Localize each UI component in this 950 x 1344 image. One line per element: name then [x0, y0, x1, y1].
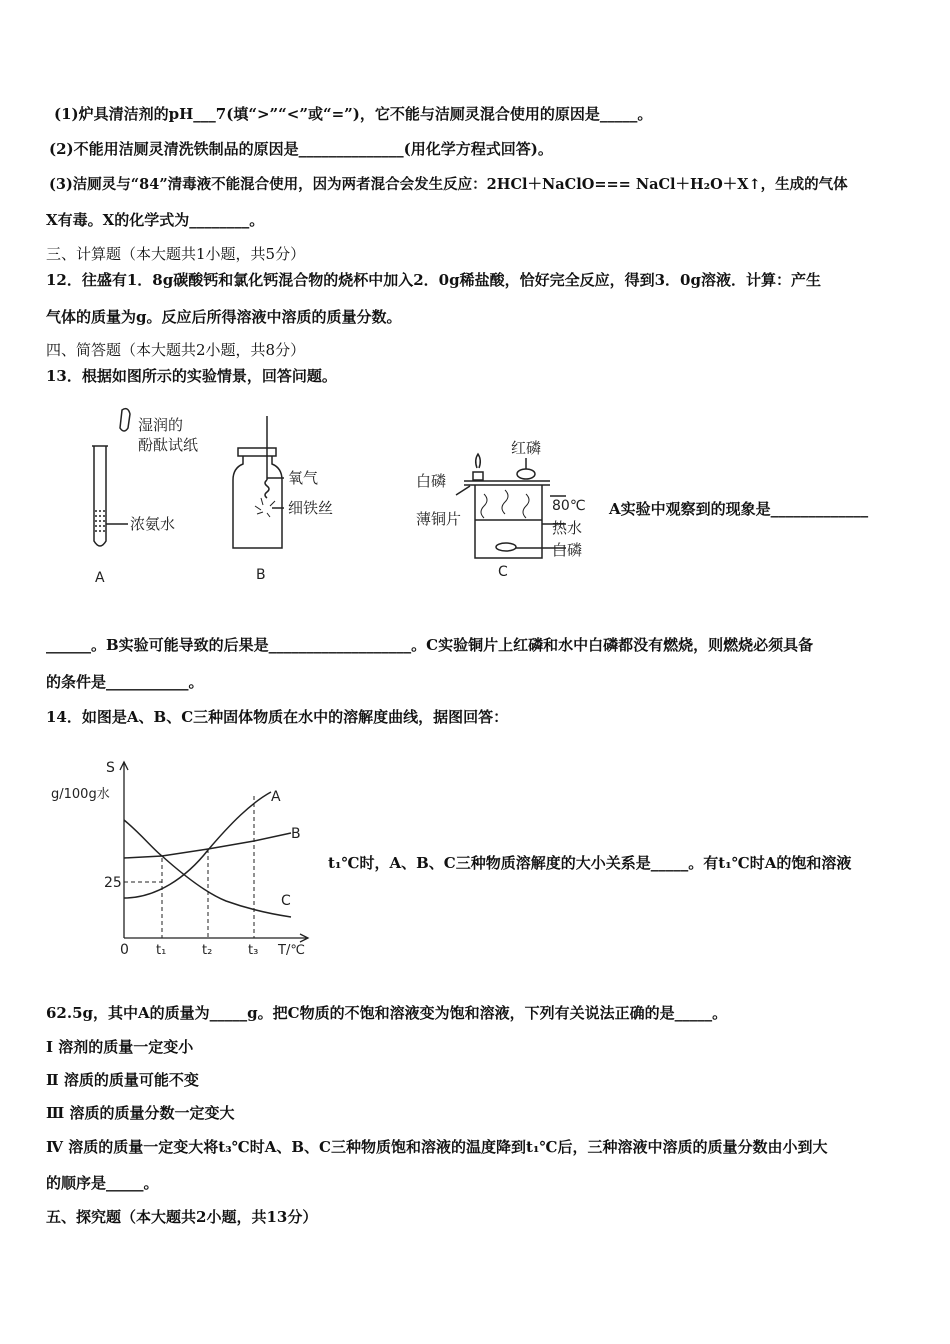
label-white-phosphorus-bottom: 白磷	[552, 541, 583, 559]
q11-part2: (2)不能用洁厕灵清洗铁制品的原因是______________(用化学方程式回答)。	[49, 140, 553, 158]
q13-side-text: A实验中观察到的现象是_____________	[609, 500, 869, 518]
q11-part3-cont: X有毒。X的化学式为________。	[46, 211, 265, 229]
q11-part1: (1)炉具清洁剂的pH___7(填“>”“<”或“=”)，它不能与洁厕灵混合使用的原因是_____。	[54, 105, 653, 123]
label-red-phosphorus: 红磷	[511, 439, 542, 457]
chart-xtick-t2: t₂	[202, 943, 213, 958]
chart-xlabel: T/℃	[278, 943, 305, 958]
option-1: Ⅰ 溶剂的质量一定变小	[46, 1038, 194, 1056]
q12: 12．往盛有1．8g碳酸钙和氯化钙混合物的烧杯中加入2．0g稀盐酸，恰好完全反应，得到3．0g溶液．计算：产生	[46, 271, 821, 289]
label-hot-water: 热水	[552, 519, 583, 537]
q12-cont: 气体的质量为g。反应后所得溶液中溶质的质量分数。	[46, 308, 402, 326]
chart-guides	[124, 796, 254, 938]
chart-xtick-t1: t₁	[156, 943, 167, 958]
q13-cont2: 的条件是___________。	[46, 673, 204, 691]
experiment-figure	[80, 398, 600, 598]
curve-c	[124, 820, 291, 917]
apparatus-c	[456, 454, 566, 558]
chart-ytick-25: 25	[104, 875, 122, 891]
label-ammonia: 浓氨水	[130, 515, 176, 533]
apparatus-a	[92, 409, 130, 546]
section-5-heading: 五、探究题（本大题共2小题，共13分）	[46, 1208, 318, 1226]
curve-label-c: C	[281, 893, 291, 909]
q14-side-text: t₁℃时，A、B、C三种物质溶解度的大小关系是_____。有t₁℃时A的饱和溶液	[328, 854, 852, 872]
apparatus-b	[233, 416, 284, 548]
label-oxygen: 氧气	[288, 469, 319, 487]
label-a: A	[95, 570, 105, 586]
label-phenolphthalein-paper: 酚酞试纸	[138, 436, 199, 454]
q11-part3: (3)洁厕灵与“84”清毒液不能混合使用，因为两者混合会发生反应：2HCl＋NaClO=== NaCl＋H₂O＋X↑，生成的气体	[49, 176, 848, 193]
label-iron-wire: 细铁丝	[288, 499, 334, 517]
option-3: Ⅲ 溶质的质量分数一定变大	[46, 1104, 235, 1122]
section-4-heading: 四、简答题（本大题共2小题，共8分）	[46, 341, 306, 359]
label-b: B	[256, 567, 266, 583]
label-temperature: 80℃	[552, 498, 586, 514]
q14: 14．如图是A、B、C三种固体物质在水中的溶解度曲线，据图回答：	[46, 708, 509, 726]
section-3-heading: 三、计算题（本大题共1小题，共5分）	[46, 245, 306, 263]
label-c: C	[498, 564, 508, 580]
chart-yunit: g/100g水	[51, 787, 110, 802]
q13: 13．根据如图所示的实验情景，回答问题。	[46, 367, 337, 385]
solubility-chart	[46, 758, 326, 968]
q14-cont: 62.5g，其中A的质量为_____g。把C物质的不饱和溶液变为饱和溶液，下列有关说法正确的是_____。	[46, 1004, 728, 1022]
curve-label-b: B	[291, 826, 301, 842]
curve-b	[124, 833, 291, 858]
q13-cont: ______。B实验可能导致的后果是___________________。C实验铜片上红磷和水中白磷都没有燃烧，则燃烧必须具备	[46, 636, 814, 654]
chart-ylabel: S	[106, 760, 115, 776]
option-4: Ⅳ 溶质的质量一定变大将t₃℃时A、B、C三种物质饱和溶液的温度降到t₁℃后，三种溶液中溶质的质量分数由小到大	[46, 1138, 828, 1156]
label-wet-paper: 湿润的	[138, 416, 184, 434]
curve-label-a: A	[271, 789, 281, 805]
chart-origin: 0	[120, 942, 129, 958]
option-4-cont: 的顺序是_____。	[46, 1174, 159, 1192]
option-2: Ⅱ 溶质的质量可能不变	[46, 1071, 199, 1089]
chart-xtick-t3: t₃	[248, 943, 259, 958]
label-copper-plate: 薄铜片	[416, 510, 462, 528]
label-white-phosphorus-top: 白磷	[416, 472, 447, 490]
